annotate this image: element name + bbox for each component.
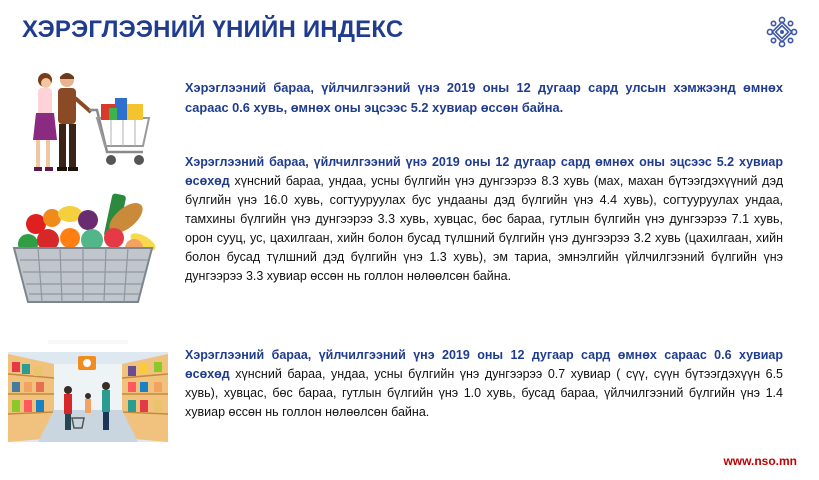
monthly-change-highlight: Хэрэглээний бараа, үйлчилгээний үнэ 2019 оны 12 дугаар сард өмнөх сараас 0.6 хувиар өсөхөд	[185, 348, 783, 381]
monthly-change-paragraph	[185, 346, 783, 422]
annual-change-body: хүнсний бараа, ундаа, усны бүлгийн үнэ дунгээрээ 8.3 хувь (мах, махан бүтээгдэхүүний дэд бүлгийн үнэ 16.0 хувь, согтууруулах бус ундааны дэд бүлгийн үнэ 4.4 хувь), согтууруулах ундаа, тамхины бүлгийн үнэ дунгээрээ 3.3 хувь, хувцас, бөс бараа, гутлын бүлгийн үнэ дунгээрээ 7.1 хувь, орон сууц, ус, цахилгаан, хийн болон бусад түлшний бүлгийн үнэ дунгээрээ 3.2 хувь (цахилгаан, хийн болон бусад түлшний дэд бүлгийн үнэ 1.3 хувь), эм тариа, эмнэлгийн үйлчилгээний бүлгийн үнэ дунгээрээ 3.3 хувиар өссөн нь голлон нөлөөлсөн байна.	[185, 174, 783, 283]
summary-paragraph: Хэрэглээний бараа, үйлчилгээний үнэ 2019 оны 12 дугаар сард улсын хэмжээнд өмнөх сараас 0.6 хувь, өмнөх оны эцсээс 5.2 хувиар өссөн байна.	[185, 80, 783, 115]
nso-logo-icon	[766, 16, 798, 48]
shoppers-cart-image	[23, 68, 153, 178]
footer-url: www.nso.mn	[723, 454, 797, 468]
monthly-change-body: хүнсний бараа, ундаа, усны бүлгийн үнэ дунгээрээ 0.7 хувиар ( сүү, сүүн бүтээгдэхүүн 6.5 хувь), хувцас, бөс бараа, гутлын бүлгийн үнэ 1.0 хувь, бусад бараа, үйлчилгээний бүлгийн үнэ 1.4 хувиар өссөн нь голлон нөлөөлсөн байна.	[185, 367, 783, 419]
supermarket-image	[8, 338, 168, 442]
annual-change-paragraph	[185, 153, 783, 286]
grocery-basket-image	[8, 190, 158, 308]
annual-change-highlight: Хэрэглээний бараа, үйлчилгээний үнэ 2019 оны 12 дугаар сард өмнөх оны эцсээс 5.2 хувиар өсөхөд	[185, 155, 783, 188]
page-title: ХЭРЭГЛЭЭНИЙ ҮНИЙН ИНДЕКС	[22, 16, 404, 43]
